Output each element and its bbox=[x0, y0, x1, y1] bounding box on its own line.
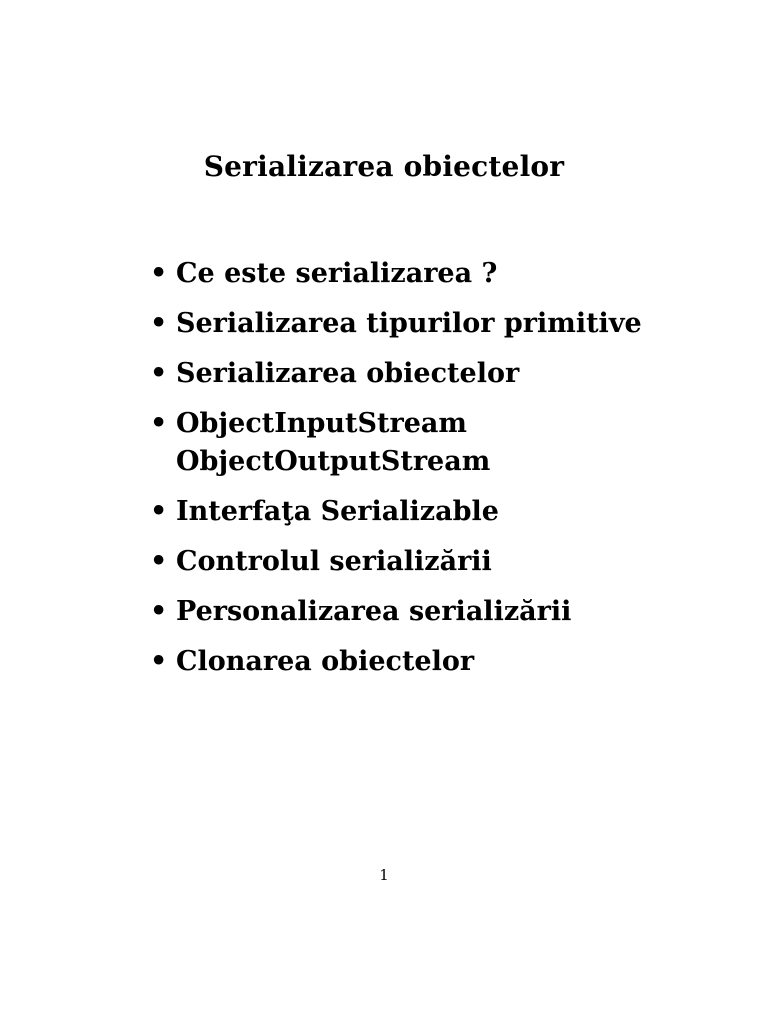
list-item-text: Serializarea obiectelor bbox=[176, 358, 520, 389]
list-item bbox=[150, 255, 642, 293]
list-item-text: Personalizarea serializării bbox=[176, 596, 572, 627]
bullet-icon: • bbox=[150, 496, 168, 527]
page-number: 1 bbox=[379, 866, 389, 884]
list-item bbox=[150, 405, 642, 481]
bullet-icon: • bbox=[150, 646, 168, 677]
bullet-list bbox=[150, 255, 642, 693]
list-item bbox=[150, 543, 642, 581]
list-item bbox=[150, 493, 642, 531]
list-item bbox=[150, 643, 642, 681]
bullet-icon: • bbox=[150, 408, 168, 439]
list-item-text: Ce este serializarea ? bbox=[176, 258, 498, 289]
list-item-text: Serializarea tipurilor primitive bbox=[176, 308, 642, 339]
list-item-text: ObjectOutputStream bbox=[176, 446, 491, 477]
list-item-text: Controlul serializării bbox=[176, 546, 492, 577]
list-item-text: Clonarea obiectelor bbox=[176, 646, 475, 677]
bullet-icon: • bbox=[150, 546, 168, 577]
list-item-text: Interfaţa Serializable bbox=[176, 496, 499, 527]
list-item-text: ObjectInputStream bbox=[176, 408, 467, 439]
bullet-icon: • bbox=[150, 596, 168, 627]
list-item bbox=[150, 593, 642, 631]
list-item bbox=[150, 305, 642, 343]
bullet-icon: • bbox=[150, 308, 168, 339]
list-item bbox=[150, 355, 642, 393]
bullet-icon: • bbox=[150, 358, 168, 389]
page-title: Serializarea obiectelor bbox=[203, 150, 565, 183]
bullet-icon: • bbox=[150, 258, 168, 289]
